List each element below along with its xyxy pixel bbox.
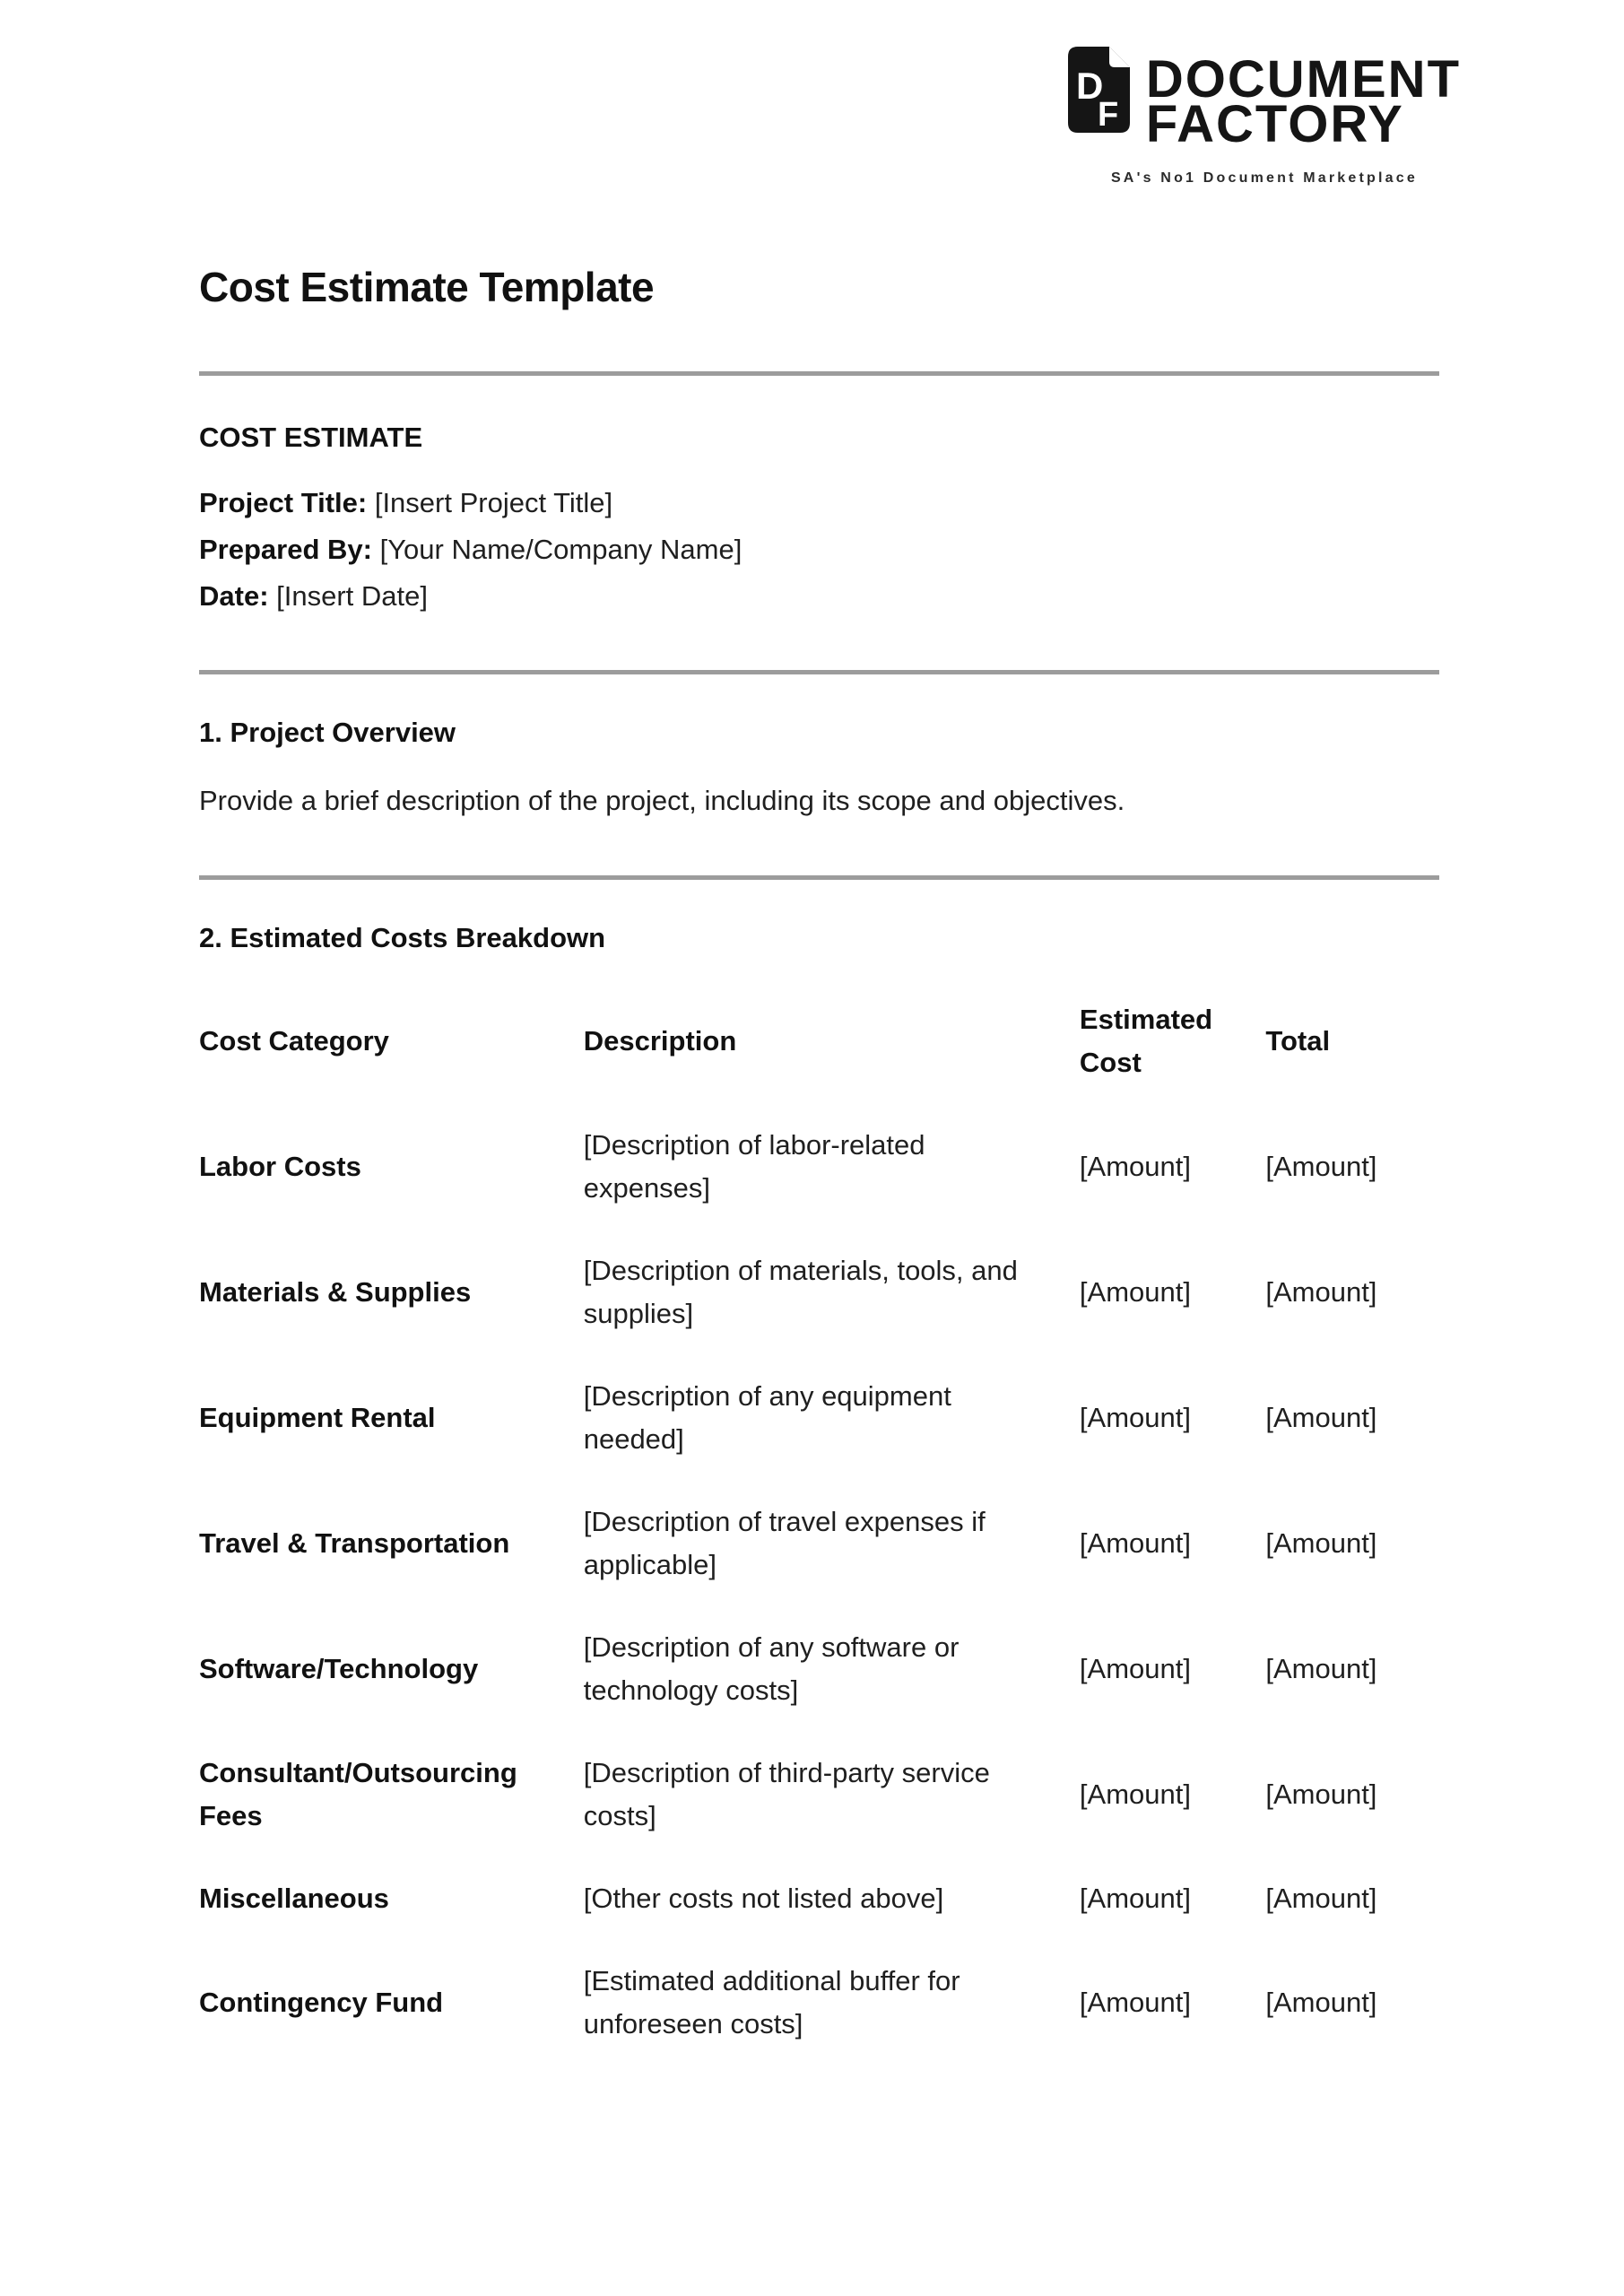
divider: [199, 371, 1439, 376]
cell-estimated-cost: [Amount]: [1079, 1527, 1191, 1559]
cell-category: Software/Technology: [199, 1653, 479, 1684]
icon-letter-d: D: [1075, 65, 1104, 107]
table-row: [199, 1355, 1439, 1481]
cell-category: Labor Costs: [199, 1151, 361, 1182]
table-header-row: [199, 978, 1439, 1104]
meta-prepared-by: [199, 526, 1439, 573]
table-row: [199, 1606, 1439, 1732]
col-header-description: Description: [583, 1025, 737, 1057]
meta-label: Project Title:: [199, 487, 368, 518]
section-2-heading: 2. Estimated Costs Breakdown: [199, 922, 606, 953]
meta-label: Prepared By:: [199, 534, 372, 565]
icon-letter-f: F: [1097, 96, 1119, 133]
table-row: [199, 1857, 1439, 1940]
project-meta: [199, 480, 1439, 620]
cell-total: [Amount]: [1265, 1276, 1377, 1308]
meta-value: [Insert Date]: [276, 580, 428, 612]
col-header-estimated-cost: Estimated Cost: [1079, 1004, 1213, 1078]
cell-description: [Description of materials, tools, and supplies]: [583, 1255, 1018, 1329]
cell-estimated-cost: [Amount]: [1079, 1151, 1191, 1182]
meta-value: [Insert Project Title]: [374, 487, 613, 518]
section-1-body: Provide a brief description of the project, including its scope and objectives.: [199, 785, 1125, 816]
cell-total: [Amount]: [1265, 1987, 1377, 2018]
cell-estimated-cost: [Amount]: [1079, 1883, 1191, 1914]
brand-name-line1: DOCUMENT: [1145, 50, 1461, 109]
cost-breakdown-table: [199, 978, 1439, 2066]
cell-category: Contingency Fund: [199, 1987, 444, 2018]
cell-total: [Amount]: [1265, 1653, 1377, 1684]
table-row: [199, 1732, 1439, 1857]
cell-total: [Amount]: [1265, 1527, 1377, 1559]
cell-estimated-cost: [Amount]: [1079, 1779, 1191, 1810]
meta-label: Date:: [199, 580, 269, 612]
brand-name-line2: FACTORY: [1145, 95, 1404, 153]
section-1-heading: 1. Project Overview: [199, 717, 456, 748]
cell-category: Materials & Supplies: [199, 1276, 472, 1308]
cell-category: Equipment Rental: [199, 1402, 436, 1433]
cell-description: [Description of third-party service costs]: [583, 1757, 990, 1831]
page-title: Cost Estimate Template: [199, 264, 655, 310]
meta-project-title: [199, 480, 1439, 526]
cell-estimated-cost: [Amount]: [1079, 1653, 1191, 1684]
table-row: [199, 1230, 1439, 1355]
document-content: [199, 0, 1439, 2066]
cell-estimated-cost: [Amount]: [1079, 1987, 1191, 2018]
col-header-cost-category: Cost Category: [199, 1025, 389, 1057]
cell-description: [Description of any software or technology costs]: [583, 1631, 960, 1706]
table-row: [199, 1104, 1439, 1230]
meta-value: [Your Name/Company Name]: [379, 534, 743, 565]
col-header-total: Total: [1265, 1025, 1331, 1057]
table-row: [199, 1940, 1439, 2066]
brand-tagline: SA's No1 Document Marketplace: [1110, 170, 1418, 186]
meta-date: [199, 573, 1439, 620]
cell-description: [Other costs not listed above]: [583, 1883, 944, 1914]
cell-category: Miscellaneous: [199, 1883, 389, 1914]
divider: [199, 670, 1439, 674]
cell-total: [Amount]: [1265, 1779, 1377, 1810]
cell-total: [Amount]: [1265, 1402, 1377, 1433]
cell-estimated-cost: [Amount]: [1079, 1276, 1191, 1308]
cell-total: [Amount]: [1265, 1883, 1377, 1914]
cell-description: [Estimated additional buffer for unforeseen costs]: [583, 1965, 960, 2039]
cell-description: [Description of labor-related expenses]: [583, 1129, 925, 1204]
cell-description: [Description of travel expenses if applicable]: [583, 1506, 986, 1580]
cost-estimate-heading: COST ESTIMATE: [199, 422, 423, 453]
cell-description: [Description of any equipment needed]: [583, 1380, 951, 1455]
table-row: [199, 1481, 1439, 1606]
cell-estimated-cost: [Amount]: [1079, 1402, 1191, 1433]
cell-category: Consultant/Outsourcing Fees: [199, 1757, 517, 1831]
cell-total: [Amount]: [1265, 1151, 1377, 1182]
cell-category: Travel & Transportation: [199, 1527, 510, 1559]
divider: [199, 875, 1439, 880]
